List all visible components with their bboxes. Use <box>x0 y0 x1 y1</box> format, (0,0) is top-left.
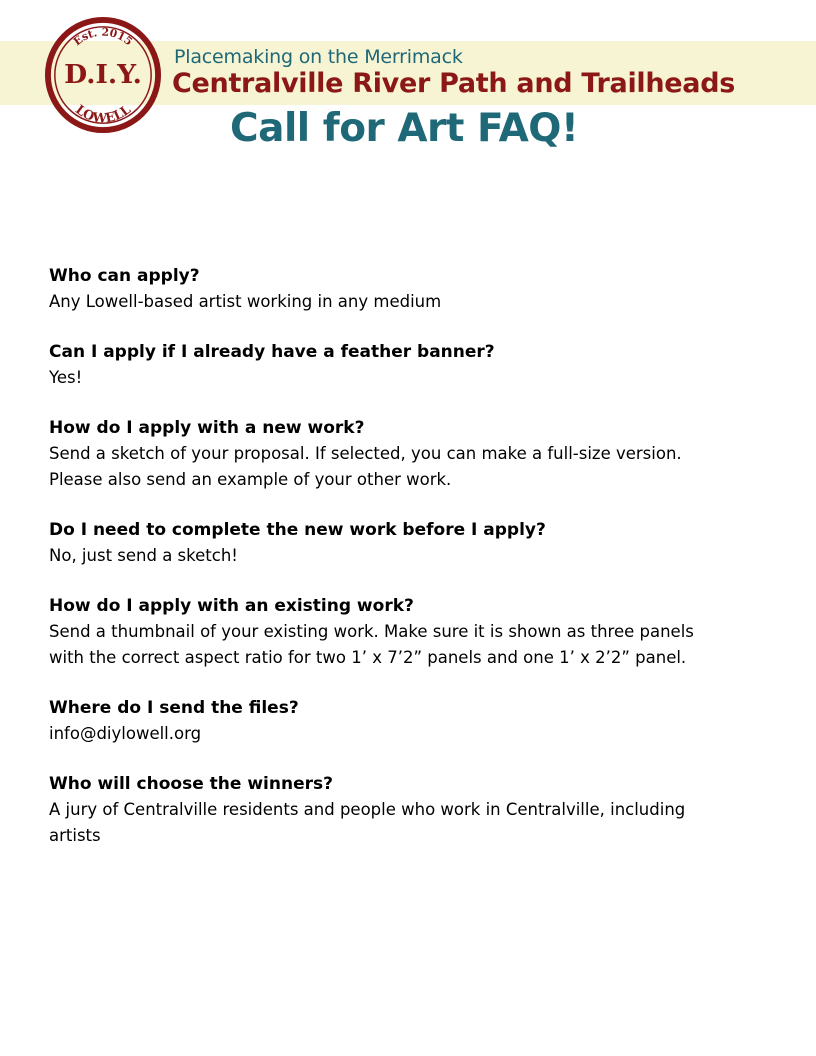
faq-question: Who can apply? <box>49 266 200 286</box>
faq-question: Can I apply if I already have a feather banner? <box>49 342 495 362</box>
faq-item <box>49 771 769 849</box>
logo-bottom-text: LOWELL <box>72 102 134 127</box>
faq-answer-line: A jury of Centralville residents and people who work in Centralville, including <box>49 800 686 819</box>
faq-answer <box>49 543 769 569</box>
logo-top-text: Est. 2015 <box>70 25 136 49</box>
page-title: Call for Art FAQ! <box>230 106 579 151</box>
faq-question: Who will choose the winners? <box>49 774 333 794</box>
diy-lowell-logo <box>44 16 162 134</box>
faq-answer <box>49 721 769 747</box>
faq-answer <box>49 365 769 391</box>
faq-answer-line: artists <box>49 826 101 845</box>
faq-item <box>49 339 769 391</box>
faq-answer-line: Send a thumbnail of your existing work. Make sure it is shown as three panels <box>49 622 694 641</box>
faq-question: How do I apply with a new work? <box>49 418 365 438</box>
faq-question: Where do I send the files? <box>49 698 299 718</box>
faq-answer <box>49 289 769 315</box>
faq-answer-line: Any Lowell-based artist working in any medium <box>49 292 442 311</box>
faq-answer-line: Yes! <box>49 368 83 387</box>
faq-answer-line: Please also send an example of your other work. <box>49 470 452 489</box>
faq-answer <box>49 619 769 671</box>
faq-answer-line: info@diylowell.org <box>49 724 202 743</box>
faq-item <box>49 415 769 493</box>
faq-answer-line: with the correct aspect ratio for two 1’ x 7’2” panels and one 1’ x 2’2” panel. <box>49 648 687 667</box>
faq-answer-line: Send a sketch of your proposal. If selected, you can make a full-size version. <box>49 444 682 463</box>
faq-item <box>49 263 769 315</box>
faq-item <box>49 593 769 671</box>
logo-main-text: D.I.Y. <box>64 58 142 90</box>
faq-question: How do I apply with an existing work? <box>49 596 414 616</box>
faq-item <box>49 517 769 569</box>
faq-answer <box>49 441 769 493</box>
header-subtitle: Placemaking on the Merrimack <box>174 46 463 68</box>
faq-answer <box>49 797 769 849</box>
faq-list <box>49 263 769 873</box>
header-title: Centralville River Path and Trailheads <box>172 68 736 99</box>
faq-answer-line: No, just send a sketch! <box>49 546 238 565</box>
faq-question: Do I need to complete the new work before I apply? <box>49 520 546 540</box>
faq-item <box>49 695 769 747</box>
